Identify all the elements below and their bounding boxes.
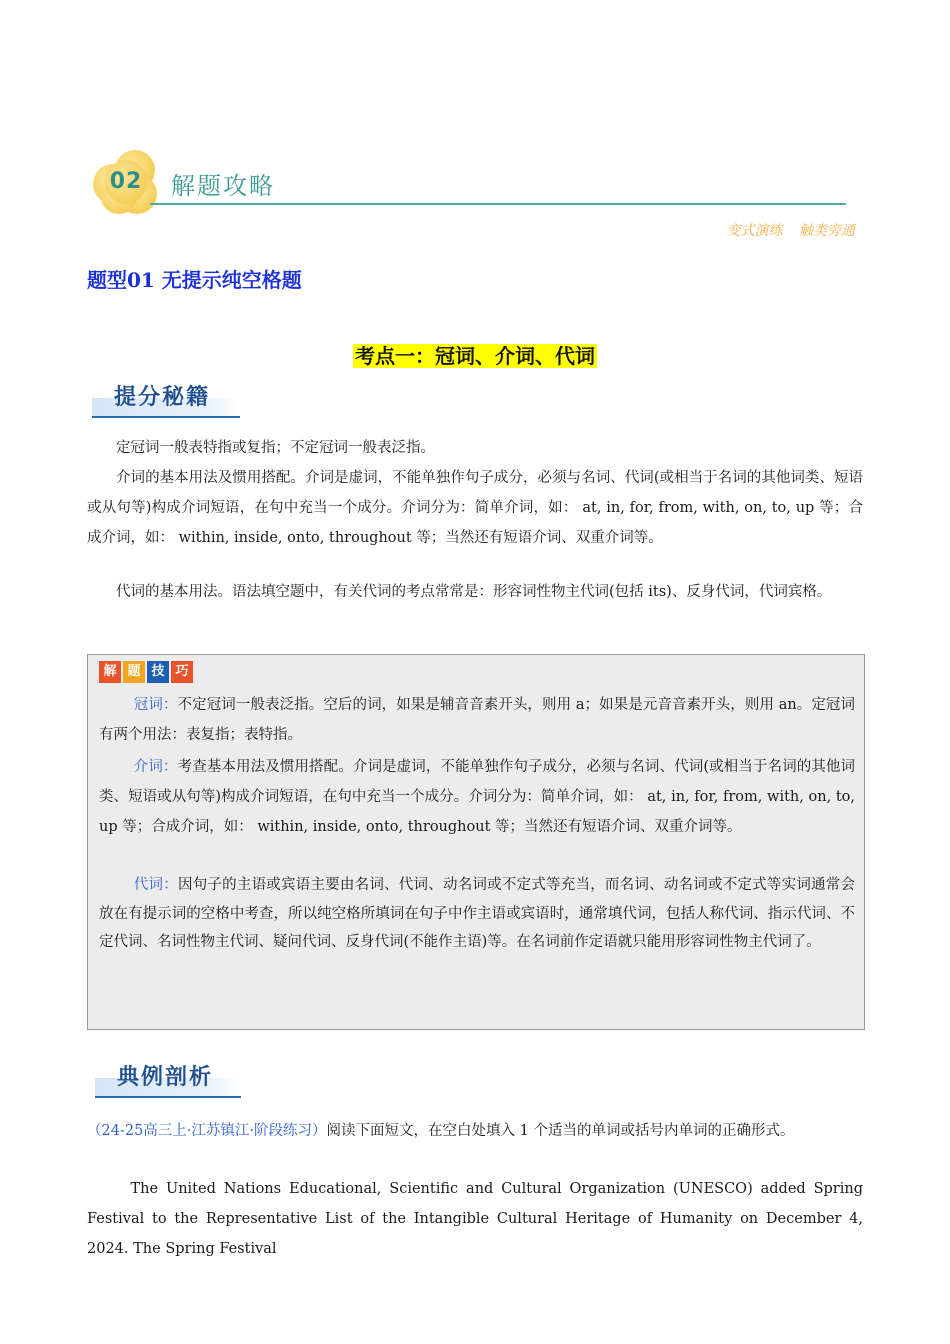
ribbon-tips-heading xyxy=(92,380,242,420)
tips-box xyxy=(87,654,865,1030)
tip-item-article xyxy=(99,690,855,750)
example-passage: The United Nations Educational, Scientific and Cultural Organization (UNESCO) added Spring Festival to the Representative List of the Intangible Cultural Heritage of Humanity on December 4, 2024. The Spring Festival xyxy=(87,1181,863,1257)
ribbon-tips-label: 提分秘籍 xyxy=(114,385,211,410)
example-instruction xyxy=(87,1116,863,1146)
ribbon-example-heading xyxy=(95,1060,245,1100)
tips-tag-4: 巧 xyxy=(171,661,193,683)
intro-paragraph-3: 代词的基本用法。语法填空题中，有关代词的考点常常是：形容词性物主代词(包括 its)、反身代词，代词宾格。 xyxy=(116,584,832,600)
intro-paragraph-2: 介词的基本用法及惯用搭配。介词是虚词，不能单独作句子成分，必须与名词、代词(或相当于名词的其他词类、短语或从句等)构成介词短语，在句中充当一个成分。介词分为：简单介词，如： at, in, for, from, with, on, to, up 等；合成介词，如： within, inside, onto, throughout 等；当然还有短语介词、双重介词等。 xyxy=(87,470,863,546)
intro-paragraph-1: 定冠词一般表特指或复指；不定冠词一般表泛指。 xyxy=(116,440,435,456)
tip-key-pronoun: 代词： xyxy=(133,877,178,893)
example-source: （24-25高三上·江苏镇江·阶段练习） xyxy=(87,1123,327,1139)
tip-item-pronoun xyxy=(99,871,855,957)
question-type-heading: 题型01 无提示纯空格题 xyxy=(87,268,302,292)
example-instruction-text: 阅读下面短文，在空白处填入 1 个适当的单词或括号内单词的正确形式。 xyxy=(326,1123,795,1139)
section-title: 解题攻略 xyxy=(171,172,275,200)
tip-key-preposition: 介词： xyxy=(133,759,178,775)
tip-item-preposition xyxy=(99,752,855,842)
tips-tag-group xyxy=(99,661,193,683)
tip-key-article: 冠词： xyxy=(133,697,178,713)
section-divider xyxy=(150,203,846,205)
tip-text-preposition: 考查基本用法及惯用搭配。介词是虚词，不能单独作句子成分，必须与名词、代词(或相当于名词的其他词类、短语或从句等)构成介词短语，在句中充当一个成分。介词分为：简单介词，如： at, in, for, from, with, on, to, up 等；合成介词，如： within, inside, onto, throughout 等；当然还有短语介词、双重介词等。 xyxy=(99,759,855,835)
section-number: 02 xyxy=(109,169,143,194)
section-subtitle: 变式演练 触类旁通 xyxy=(726,223,855,239)
ribbon-example-label: 典例剖析 xyxy=(117,1065,214,1090)
tips-tag-1: 解 xyxy=(99,661,121,683)
tip-text-article: 不定冠词一般表泛指。空后的词，如果是辅音音素开头，则用 a；如果是元音音素开头，则用 an。定冠词有两个用法：表复指；表特指。 xyxy=(99,697,856,743)
knowledge-point-title xyxy=(0,340,950,369)
knowledge-point-text: 考点一：冠词、介词、代词 xyxy=(355,344,595,368)
tips-tag-3: 技 xyxy=(147,661,169,683)
tips-tag-2: 题 xyxy=(123,661,145,683)
tip-text-pronoun: 因句子的主语或宾语主要由名词、代词、动名词或不定式等充当，而名词、动名词或不定式等实词通常会放在有提示词的空格中考查，所以纯空格所填词在句子中作主语或宾语时，通常填代词，包括人称代词、指示代词、不定代词、名词性物主代词、疑问代词、反身代词(不能作主语)等。在名词前作定语就只能用形容词性物主代词了。 xyxy=(99,877,855,951)
